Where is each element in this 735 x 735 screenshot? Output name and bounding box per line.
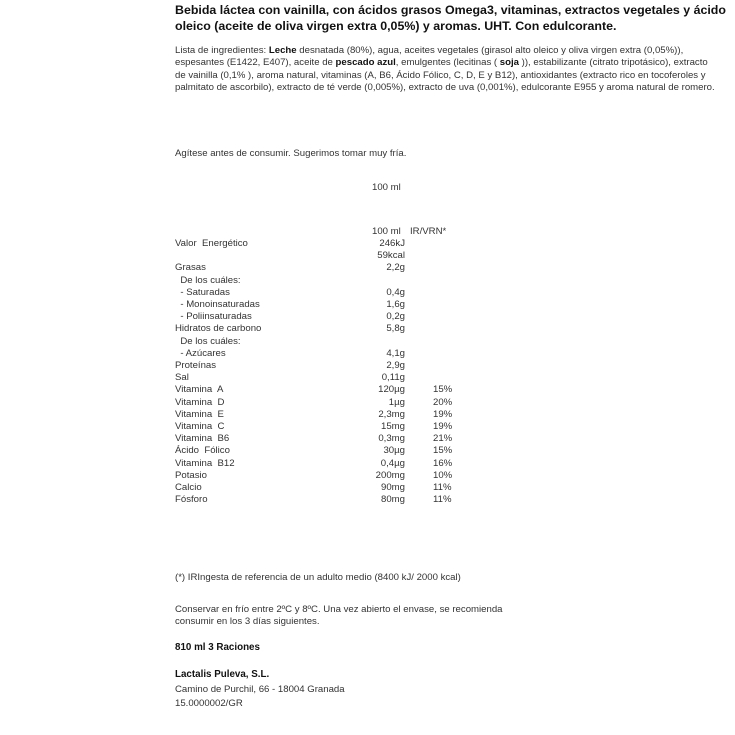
nutrient-value: 0,4µg bbox=[380, 457, 405, 469]
company-address: Camino de Purchil, 66 - 18004 Granada bbox=[175, 684, 345, 695]
nutrient-label: - Poliinsaturadas bbox=[175, 311, 252, 323]
nutrient-value: 0,2g bbox=[386, 311, 405, 323]
ingredient-allergen: Leche bbox=[268, 45, 297, 56]
nutrition-row bbox=[175, 421, 475, 433]
nutrient-reference-percent: 19% bbox=[433, 421, 453, 432]
nutrient-reference-percent: 15% bbox=[433, 445, 453, 457]
nutrient-label: Vitamina A bbox=[175, 384, 224, 396]
nutrient-value: 2,9g bbox=[386, 360, 405, 371]
nutrient-label: Vitamina B6 bbox=[175, 433, 230, 445]
ingredient-allergen: soja bbox=[499, 57, 519, 69]
nutrient-value: 5,8g bbox=[386, 323, 405, 335]
nutrition-row bbox=[175, 348, 475, 360]
nutrient-value: 2,2g bbox=[386, 262, 405, 274]
company-name: Lactalis Puleva, S.L. bbox=[175, 669, 270, 680]
nutrient-reference-percent: 20% bbox=[433, 396, 453, 408]
nutrition-row bbox=[175, 287, 475, 299]
ingredient-text: Lista de ingredientes: bbox=[175, 45, 269, 56]
nutrient-value: 2,3mg bbox=[378, 408, 405, 420]
nutrient-value: 246kJ bbox=[379, 238, 405, 249]
nutrient-value: 0,11g bbox=[381, 372, 405, 384]
nutrition-row bbox=[175, 336, 475, 348]
nutrition-row bbox=[175, 470, 475, 482]
ingredient-text: , emulgentes (lecitinas ( bbox=[395, 57, 500, 69]
nutrient-value: 90mg bbox=[381, 482, 405, 493]
nutrition-row bbox=[175, 360, 475, 372]
storage-instructions-line1: Conservar en frío entre 2ºC y 8ºC. Una vez abierto el envase, se recomienda bbox=[175, 604, 503, 615]
nutrition-row bbox=[175, 238, 475, 250]
nutrient-reference-percent: 11% bbox=[433, 482, 452, 493]
nutrient-label: Fósforo bbox=[175, 494, 208, 506]
ingredient-text: desnatada (80%), agua, aceites vegetales (girasol alto oleico y oliva virgen extra (0,05%)), espesantes (E1422, E407), aceite de bbox=[175, 45, 684, 69]
nutrient-label: Vitamina E bbox=[175, 408, 224, 420]
nutrient-value: 0,3mg bbox=[378, 433, 405, 445]
nutrient-reference-percent: 16% bbox=[433, 457, 453, 469]
portion-info: 810 ml 3 Raciones bbox=[175, 642, 260, 653]
nutrient-reference-percent: 21% bbox=[433, 433, 453, 445]
ingredient-text: )), estabilizante (citrato tripotásico), extracto de vainilla (0,1% ), aroma natural, vitaminas (A, B6, Ácido Fólico, C, D, E y B12), antioxidantes (extracto rico en tocoferoles y palmitato de ascorbilo), extracto de té verde (0,005%), extracto de uva (0,001%), edulcorante E955 y aroma natural de romero. bbox=[175, 57, 715, 93]
nutrient-reference-percent: 11% bbox=[433, 494, 452, 506]
nutrient-value: 1µg bbox=[388, 396, 405, 408]
registry-number: 15.0000002/GR bbox=[175, 698, 243, 709]
nutrient-value: 0,4g bbox=[386, 286, 405, 298]
table-header-per: 100 ml bbox=[372, 226, 401, 237]
ingredient-allergen: pescado azul bbox=[335, 57, 396, 69]
nutrient-label: - Saturadas bbox=[175, 286, 230, 298]
nutrient-label: De los cuáles: bbox=[175, 274, 241, 286]
nutrient-label: Valor Energético bbox=[175, 238, 248, 249]
nutrition-row bbox=[175, 482, 475, 494]
nutrient-reference-percent: 19% bbox=[433, 408, 453, 420]
nutrition-row bbox=[175, 262, 475, 274]
nutrient-value: 15mg bbox=[381, 421, 405, 432]
nutrient-label: Calcio bbox=[175, 482, 202, 493]
nutrient-label: Grasas bbox=[175, 262, 206, 274]
nutrition-row bbox=[175, 384, 475, 396]
nutrient-value: 59kcal bbox=[377, 250, 405, 262]
nutrient-value: 4,1g bbox=[386, 347, 405, 359]
nutrient-label: Vitamina D bbox=[175, 396, 225, 408]
nutrition-row bbox=[175, 458, 475, 470]
product-description: Bebida láctea con vainilla, con ácidos grasos Omega3, vitaminas, extractos vegetales y ácido oleico (aceite de oliva virgen extra 0,05%) y aromas. UHT. Con edulcorante. bbox=[175, 3, 726, 33]
nutrition-row bbox=[175, 433, 475, 445]
nutrient-label: Vitamina B12 bbox=[175, 457, 235, 469]
nutrient-label: Sal bbox=[175, 372, 189, 384]
nutrition-row bbox=[175, 323, 475, 335]
nutrition-row bbox=[175, 250, 475, 262]
nutrient-label: Proteínas bbox=[175, 360, 217, 371]
nutrient-label: Vitamina C bbox=[175, 421, 225, 432]
nutrition-row bbox=[175, 299, 475, 311]
nutrient-value: 120µg bbox=[378, 384, 405, 396]
nutrient-reference-percent: 10% bbox=[433, 469, 453, 481]
serving-size-label: 100 ml bbox=[372, 182, 401, 193]
nutrient-label: Ácido Fólico bbox=[175, 445, 230, 457]
nutrient-value: 80mg bbox=[381, 494, 405, 506]
nutrition-row bbox=[175, 372, 475, 384]
nutrient-value: 30µg bbox=[383, 445, 405, 457]
nutrient-label: Potasio bbox=[175, 469, 207, 481]
nutrient-label: De los cuáles: bbox=[175, 335, 241, 347]
nutrition-row bbox=[175, 311, 475, 323]
nutrition-row bbox=[175, 275, 475, 287]
nutrition-row bbox=[175, 494, 475, 506]
nutrient-label: - Azúcares bbox=[175, 347, 226, 359]
nutrient-value: 200mg bbox=[375, 469, 405, 481]
nutrition-row bbox=[175, 397, 475, 409]
nutrient-reference-percent: 15% bbox=[433, 384, 453, 396]
reference-intake-footnote: (*) IRIngesta de referencia de un adulto medio (8400 kJ/ 2000 kcal) bbox=[175, 572, 461, 583]
nutrient-value: 1,6g bbox=[386, 299, 405, 310]
consumption-instructions: Agítese antes de consumir. Sugerimos tomar muy fría. bbox=[175, 148, 407, 159]
nutrition-row bbox=[175, 409, 475, 421]
storage-instructions-line2: consumir en los 3 días siguientes. bbox=[175, 616, 320, 627]
table-header-reference: IR/VRN* bbox=[410, 226, 447, 237]
ingredients-list bbox=[175, 45, 720, 94]
nutrition-row bbox=[175, 445, 475, 457]
nutrient-label: - Monoinsaturadas bbox=[175, 299, 260, 310]
nutrient-label: Hidratos de carbono bbox=[175, 323, 262, 335]
